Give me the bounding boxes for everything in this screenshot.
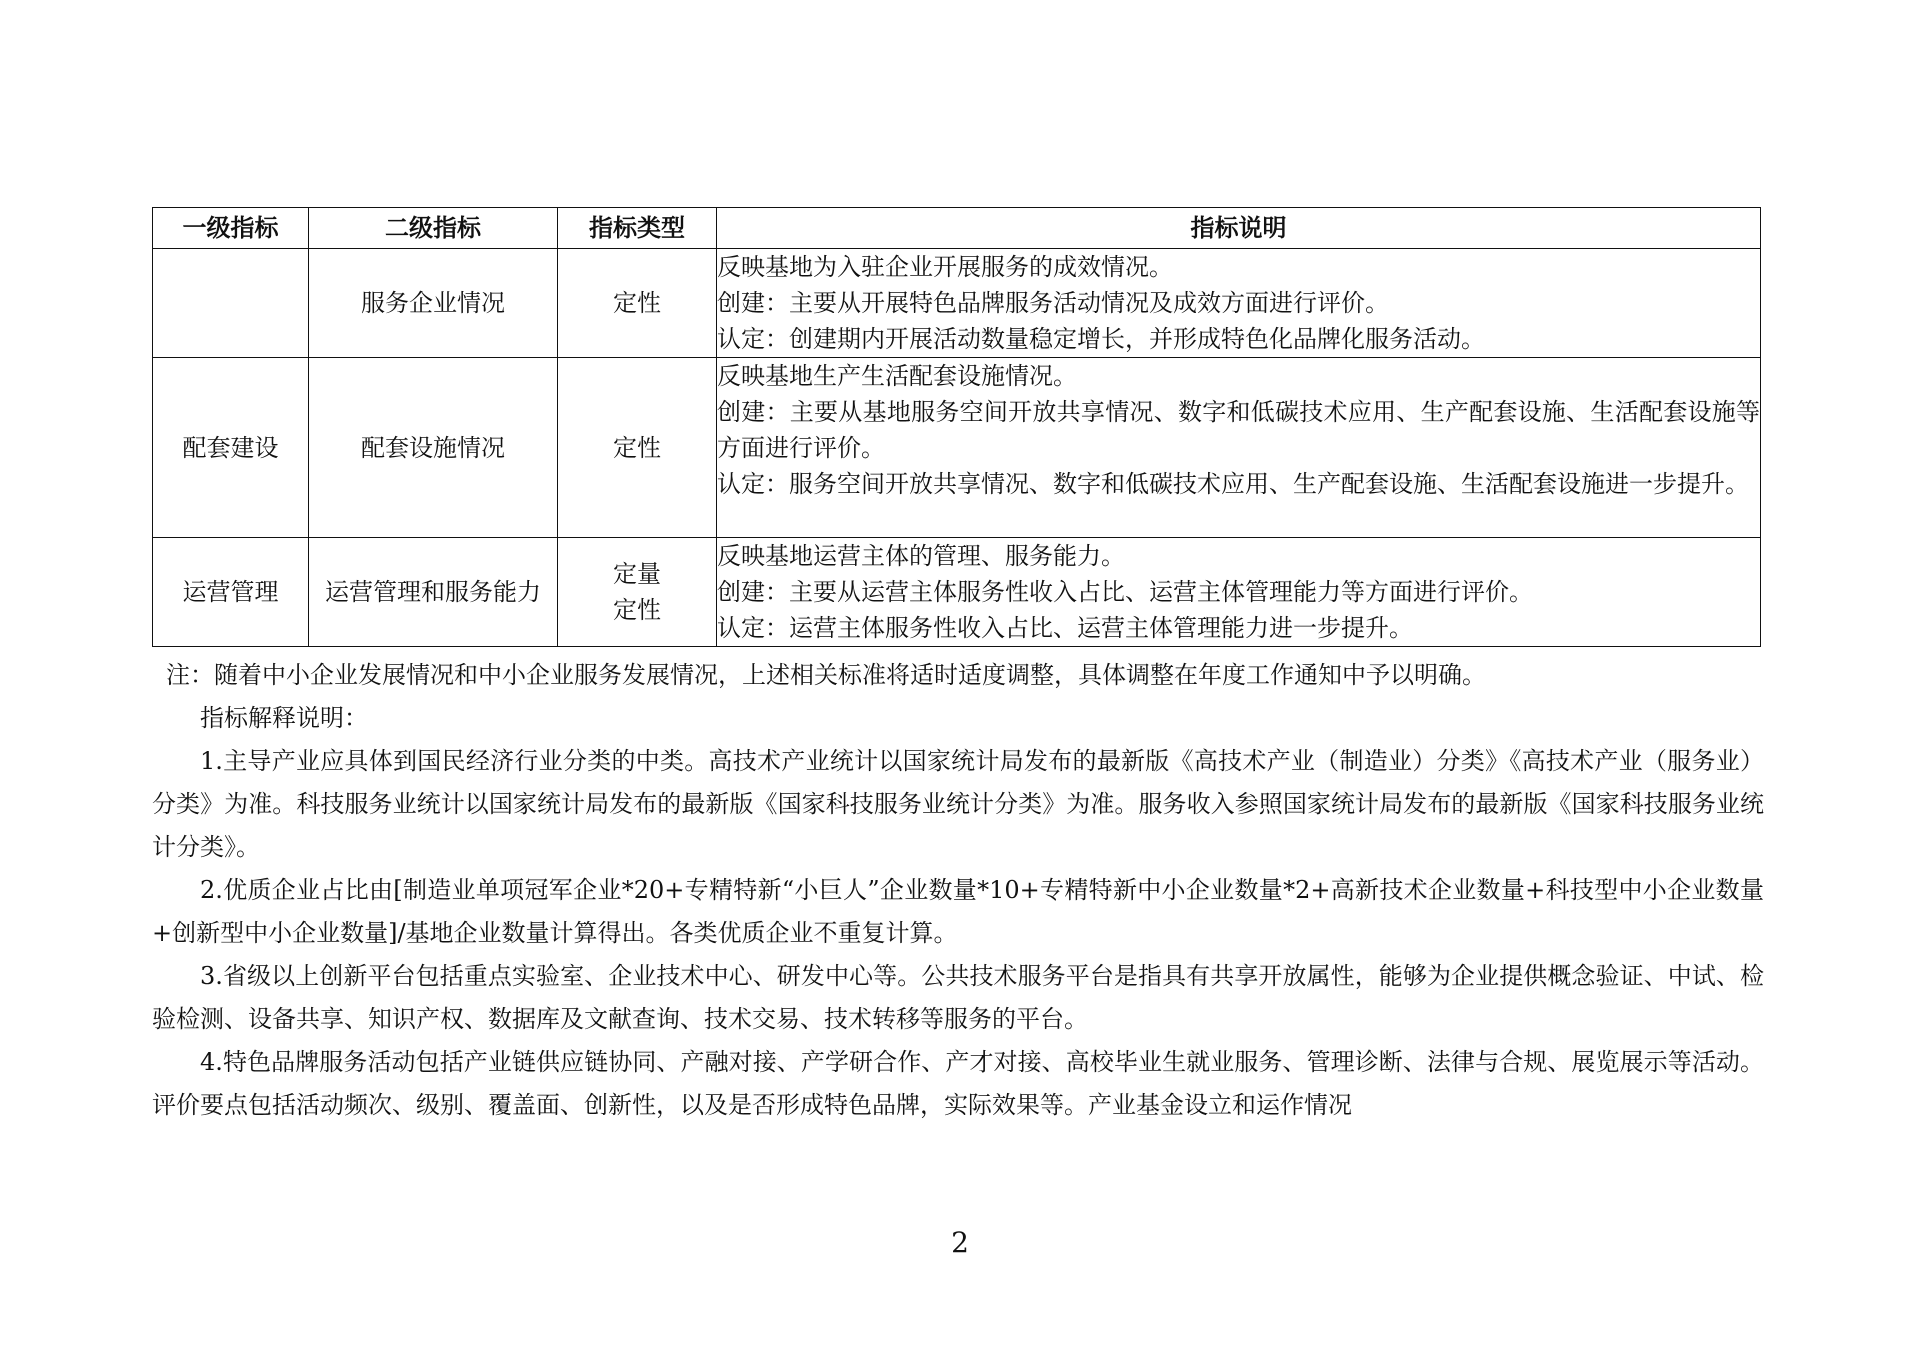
type-cell: 定性 — [558, 249, 717, 358]
description-line: 认定：创建期内开展活动数量稳定增长，并形成特色化品牌化服务活动。 — [717, 325, 1485, 353]
description-line: 创建：主要从运营主体服务性收入占比、运营主体管理能力等方面进行评价。 — [717, 578, 1533, 606]
description-line: 认定：服务空间开放共享情况、数字和低碳技术应用、生产配套设施、生活配套设施进一步提升。 — [717, 470, 1749, 498]
header-level1: 一级指标 — [153, 208, 309, 249]
header-type: 指标类型 — [558, 208, 717, 249]
indicator-table — [152, 207, 1761, 647]
description-line: 认定：运营主体服务性收入占比、运营主体管理能力进一步提升。 — [717, 614, 1413, 642]
table-note: 注：随着中小企业发展情况和中小企业服务发展情况，上述相关标准将适时适度调整，具体调整在年度工作通知中予以明确。 — [166, 661, 1486, 689]
header-description: 指标说明 — [717, 208, 1761, 249]
table-row — [153, 358, 1761, 538]
note-item: 2.优质企业占比由[制造业单项冠军企业*20+专精特新“小巨人”企业数量*10+专精特新中小企业数量*2+高新技术企业数量+科技型中小企业数量+创新型中小企业数量]/基地企业数量计算得出。各类优质企业不重复计算。 — [152, 876, 1764, 947]
level2-cell: 服务企业情况 — [309, 249, 558, 358]
type-cell — [558, 538, 717, 647]
level1-cell: 运营管理 — [153, 538, 309, 647]
note-item: 3.省级以上创新平台包括重点实验室、企业技术中心、研发中心等。公共技术服务平台是指具有共享开放属性，能够为企业提供概念验证、中试、检验检测、设备共享、知识产权、数据库及文献查询、技术交易、技术转移等服务的平台。 — [152, 962, 1764, 1033]
description-line: 创建：主要从开展特色品牌服务活动情况及成效方面进行评价。 — [717, 289, 1389, 317]
description-cell — [717, 249, 1761, 358]
note-item: 4.特色品牌服务活动包括产业链供应链协同、产融对接、产学研合作、产才对接、高校毕业生就业服务、管理诊断、法律与合规、展览展示等活动。评价要点包括活动频次、级别、覆盖面、创新性，以及是否形成特色品牌，实际效果等。产业基金设立和运作情况 — [152, 1048, 1764, 1119]
table-header-row — [153, 208, 1761, 249]
level2-cell: 运营管理和服务能力 — [309, 538, 558, 647]
level1-cell: 配套建设 — [153, 358, 309, 538]
type-line: 定性 — [613, 596, 661, 624]
description-line: 反映基地为入驻企业开展服务的成效情况。 — [717, 253, 1173, 281]
notes-section — [152, 654, 1764, 1127]
table-row — [153, 538, 1761, 647]
level2-cell: 配套设施情况 — [309, 358, 558, 538]
type-line: 定量 — [613, 560, 661, 588]
notes-heading: 指标解释说明： — [200, 704, 368, 732]
description-cell — [717, 538, 1761, 647]
level1-cell — [153, 249, 309, 358]
table-row — [153, 249, 1761, 358]
header-level2: 二级指标 — [309, 208, 558, 249]
note-item: 1.主导产业应具体到国民经济行业分类的中类。高技术产业统计以国家统计局发布的最新版《高技术产业（制造业）分类》《高技术产业（服务业）分类》为准。科技服务业统计以国家统计局发布的最新版《国家科技服务业统计分类》为准。服务收入参照国家统计局发布的最新版《国家科技服务业统计分类》。 — [152, 747, 1764, 861]
page-number: 2 — [951, 1226, 969, 1259]
description-line: 反映基地运营主体的管理、服务能力。 — [717, 542, 1125, 570]
description-line: 反映基地生产生活配套设施情况。 — [717, 362, 1077, 390]
description-cell — [717, 358, 1761, 538]
type-cell: 定性 — [558, 358, 717, 538]
description-line: 创建：主要从基地服务空间开放共享情况、数字和低碳技术应用、生产配套设施、生活配套设施等方面进行评价。 — [717, 398, 1760, 462]
